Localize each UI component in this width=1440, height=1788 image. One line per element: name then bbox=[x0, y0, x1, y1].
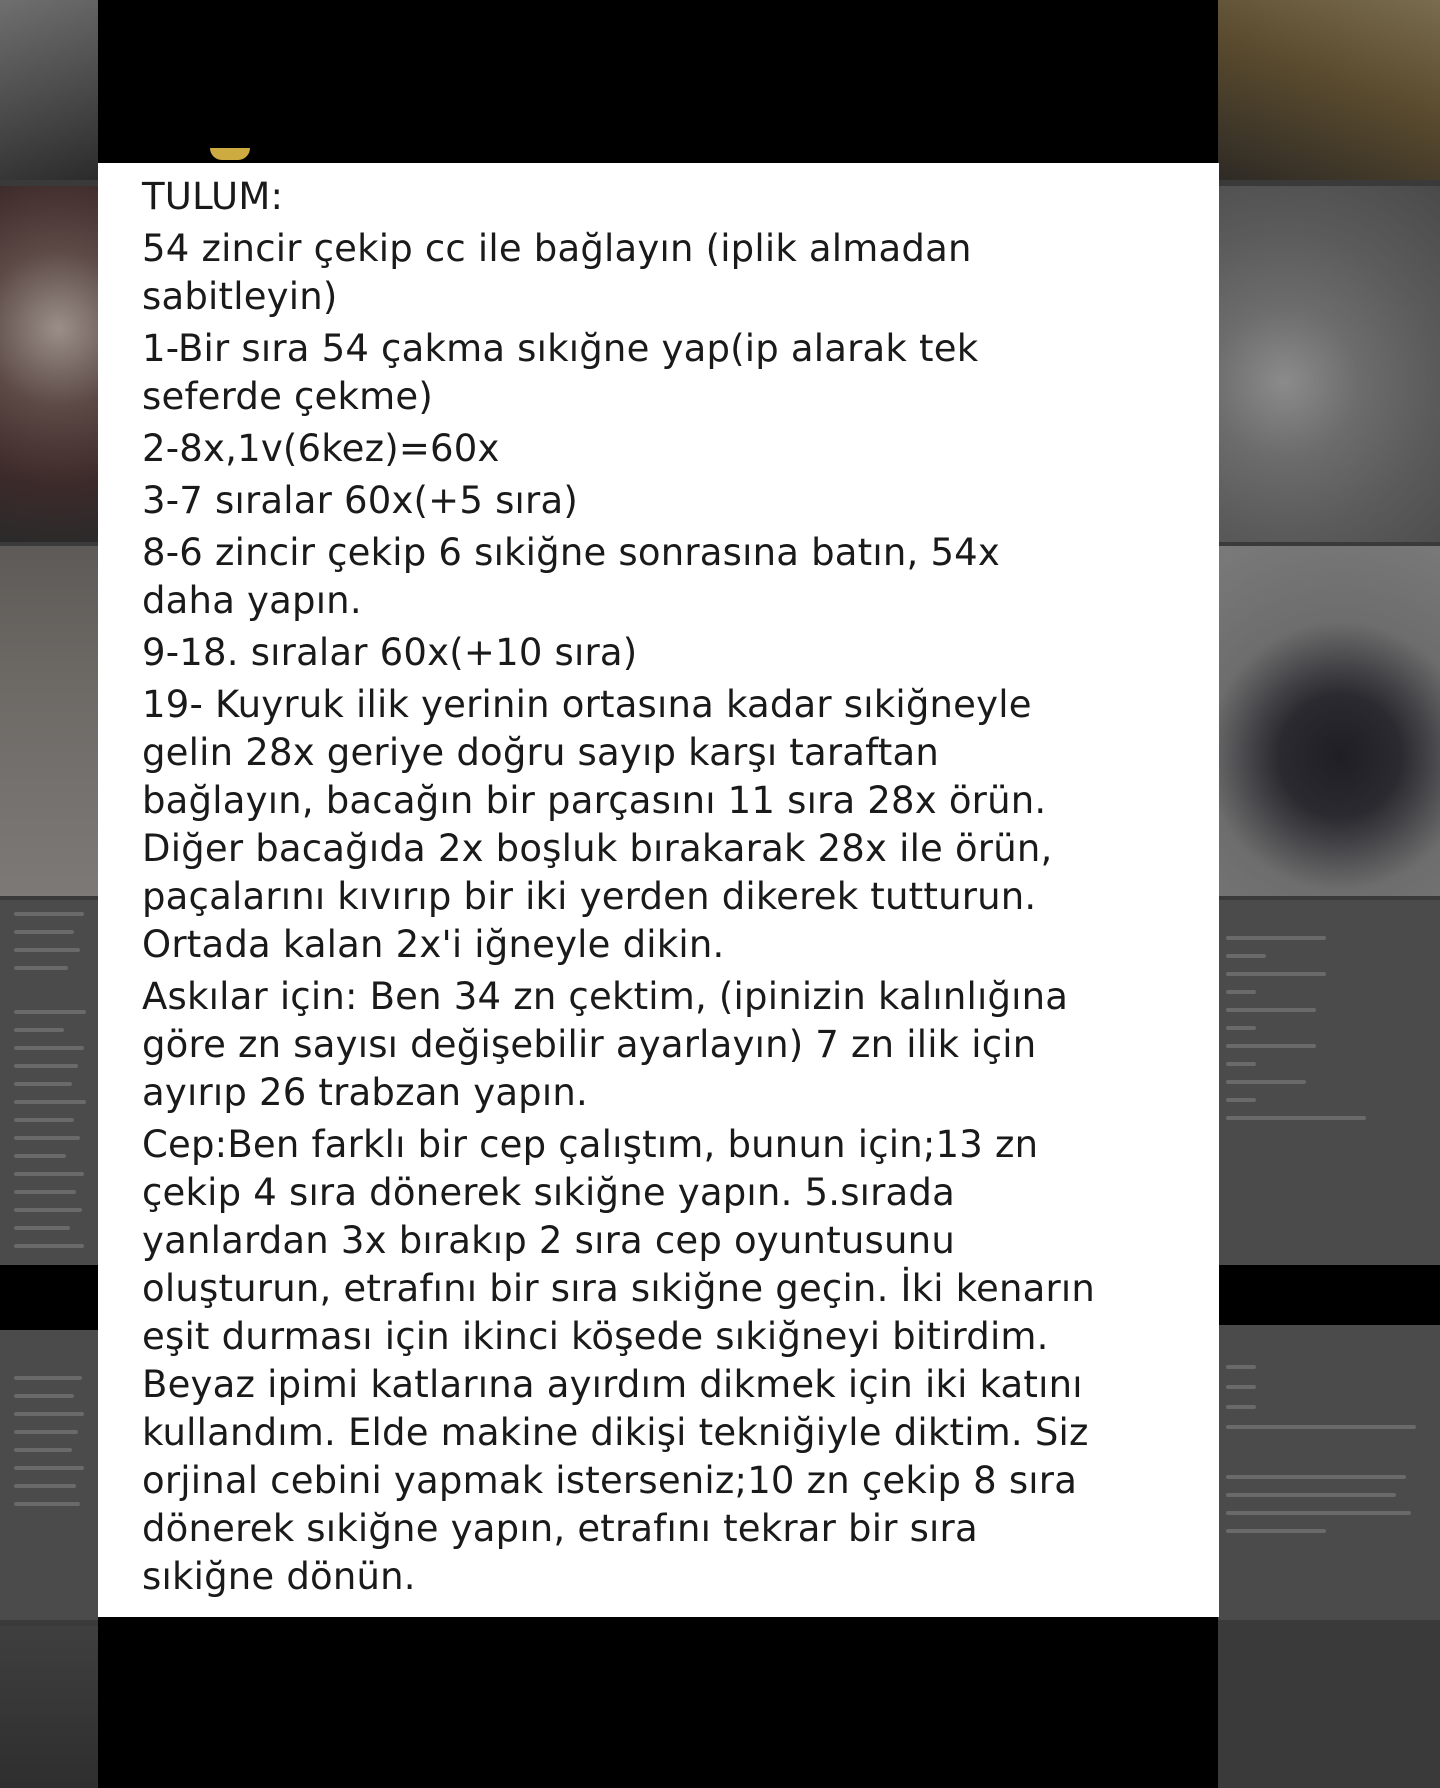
background-page-left bbox=[0, 0, 98, 1788]
note-line: Ortada kalan 2x'i iğneyle dikin. bbox=[142, 923, 725, 966]
note-line: Beyaz ipimi katlarına ayırdım dikmek için iki katını bbox=[142, 1363, 1083, 1406]
background-photo bbox=[0, 546, 98, 896]
note-line: Cep:Ben farklı bir cep çalıştım, bunun için;13 zn bbox=[142, 1123, 1039, 1166]
note-line: orjinal cebini yapmak isterseniz;10 zn çekip 8 sıra bbox=[142, 1459, 1078, 1502]
note-line: 54 zincir çekip cc ile bağlayın (iplik almadan bbox=[142, 227, 972, 270]
background-text-block bbox=[0, 900, 98, 1265]
note-line: kullandım. Elde makine dikişi tekniğiyle diktim. Siz bbox=[142, 1411, 1089, 1454]
note-line: 3-7 sıralar 60x(+5 sıra) bbox=[142, 479, 578, 522]
note-line: eşit durması için ikinci köşede sıkiğneyi bitirdim. bbox=[142, 1315, 1049, 1358]
note-paragraph-row2 bbox=[142, 425, 1179, 473]
background-photo bbox=[0, 1626, 98, 1788]
note-line: yanlardan 3x bırakıp 2 sıra cep oyuntusunu bbox=[142, 1219, 955, 1262]
note-paragraph-row9-18 bbox=[142, 629, 1179, 677]
note-line: oluşturun, etrafını bir sıra sıkiğne geçin. İki kenarın bbox=[142, 1267, 1096, 1310]
note-line: Diğer bacağıda 2x boşluk bırakarak 28x ile örün, bbox=[142, 827, 1053, 870]
note-line: seferde çekme) bbox=[142, 375, 433, 418]
note-card bbox=[98, 163, 1219, 1617]
note-line: 2-8x,1v(6kez)=60x bbox=[142, 427, 500, 470]
note-paragraph-straps bbox=[142, 973, 1179, 1117]
note-line: 19- Kuyruk ilik yerinin ortasına kadar sıkiğneyle bbox=[142, 683, 1032, 726]
note-line: gelin 28x geriye doğru sayıp karşı taraftan bbox=[142, 731, 939, 774]
note-line: daha yapın. bbox=[142, 579, 362, 622]
background-photo bbox=[0, 186, 98, 542]
background-page-right bbox=[1218, 0, 1440, 1788]
emoji-fragment bbox=[210, 148, 250, 160]
note-line: dönerek sıkiğne yapın, etrafını tekrar bir sıra bbox=[142, 1507, 978, 1550]
note-line: 9-18. sıralar 60x(+10 sıra) bbox=[142, 631, 638, 674]
background-text-block bbox=[0, 1330, 98, 1620]
background-photo bbox=[1218, 0, 1440, 180]
note-paragraph-row1 bbox=[142, 325, 1179, 421]
note-body bbox=[142, 225, 1179, 1601]
note-line: paçalarını kıvırıp bir iki yerden dikerek tutturun. bbox=[142, 875, 1037, 918]
note-line: 8-6 zincir çekip 6 sıkiğne sonrasına batın, 54x bbox=[142, 531, 1001, 574]
background-photo bbox=[1218, 186, 1440, 542]
note-paragraph-row8 bbox=[142, 529, 1179, 625]
background-photo bbox=[1218, 546, 1440, 896]
note-line: çekip 4 sıra dönerek sıkiğne yapın. 5.sırada bbox=[142, 1171, 955, 1214]
note-line: sabitleyin) bbox=[142, 275, 338, 318]
background-photo bbox=[0, 0, 98, 180]
note-line: 1-Bir sıra 54 çakma sıkığne yap(ip alarak tek bbox=[142, 327, 979, 370]
note-line: Askılar için: Ben 34 zn çektim, (ipinizin kalınlığına bbox=[142, 975, 1069, 1018]
note-line: sıkiğne dönün. bbox=[142, 1555, 416, 1598]
background-text-block bbox=[1218, 900, 1440, 1265]
note-line: bağlayın, bacağın bir parçasını 11 sıra 28x örün. bbox=[142, 779, 1047, 822]
note-line: göre zn sayısı değişebilir ayarlayın) 7 zn ilik için bbox=[142, 1023, 1037, 1066]
note-paragraph-pocket bbox=[142, 1121, 1179, 1601]
background-photo bbox=[1218, 1626, 1440, 1788]
background-text-block bbox=[1218, 1325, 1440, 1620]
note-paragraph-row19 bbox=[142, 681, 1179, 969]
note-title: TULUM: bbox=[142, 175, 284, 218]
background-separator bbox=[1218, 1265, 1440, 1325]
note-paragraph-row3-7 bbox=[142, 477, 1179, 525]
note-paragraph-chain bbox=[142, 225, 1179, 321]
note-line: ayırıp 26 trabzan yapın. bbox=[142, 1071, 588, 1114]
background-separator bbox=[0, 1265, 98, 1330]
